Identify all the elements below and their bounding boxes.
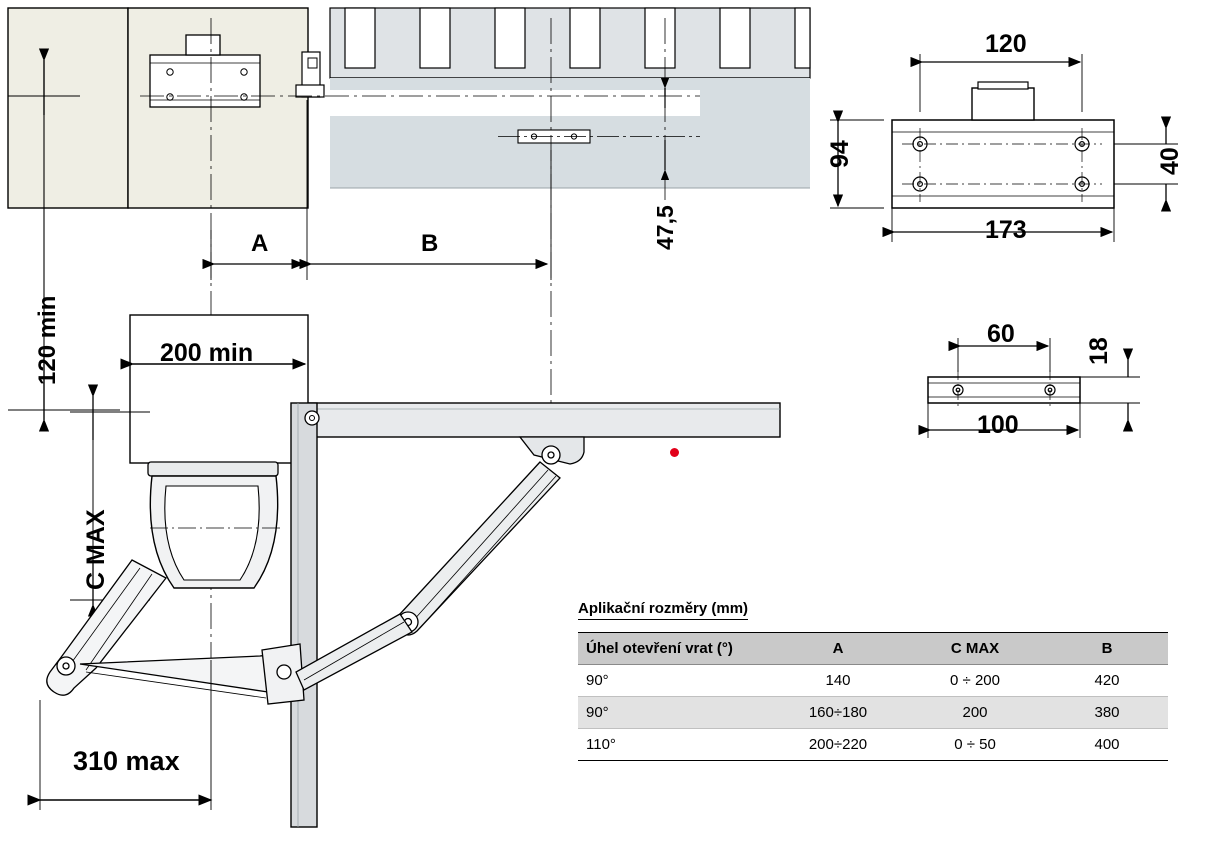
door-pivot-bracket: [305, 411, 319, 425]
motor-envelope-box: [130, 315, 308, 463]
label-c-max: C MAX: [82, 509, 110, 590]
label-b: B: [421, 230, 439, 257]
label-120-min: 120 min: [34, 295, 61, 385]
cell-a: 200÷220: [772, 729, 904, 761]
label-200-min: 200 min: [160, 339, 254, 367]
plate-detail-100x18: [890, 320, 1210, 460]
label-120: 120: [985, 30, 1027, 58]
table-header-row: [578, 633, 1168, 665]
column-header-cmax: C MAX: [904, 633, 1046, 665]
label-310-max: 310 max: [73, 746, 180, 776]
door-jamb: [291, 403, 317, 827]
red-marker-dot: [670, 448, 679, 457]
table-row: [578, 729, 1168, 761]
label-100: 100: [977, 411, 1019, 439]
cell-angle: 90°: [578, 665, 772, 697]
table-title: Aplikační rozměry (mm): [578, 600, 748, 620]
door-panel: [308, 403, 780, 437]
application-dimensions-table: [578, 632, 1168, 761]
application-dimensions-section: [578, 600, 1178, 761]
cell-b: 420: [1046, 665, 1168, 697]
cell-a: 140: [772, 665, 904, 697]
column-header-angle: Úhel otevření vrat (°): [578, 633, 772, 665]
label-60: 60: [987, 320, 1015, 348]
label-47-5: 47,5: [652, 205, 678, 250]
cell-b: 380: [1046, 697, 1168, 729]
wall-section: [8, 8, 308, 208]
cell-b: 400: [1046, 729, 1168, 761]
label-a: A: [251, 230, 269, 257]
cell-angle: 90°: [578, 697, 772, 729]
table-row: [578, 697, 1168, 729]
label-40: 40: [1156, 147, 1184, 175]
ceiling-ribs: [330, 8, 810, 188]
cell-angle: 110°: [578, 729, 772, 761]
cell-cmax: 0 ÷ 50: [904, 729, 1046, 761]
label-18: 18: [1085, 337, 1113, 365]
arm-closed-position: [296, 437, 584, 690]
cell-a: 160÷180: [772, 697, 904, 729]
column-header-a: A: [772, 633, 904, 665]
cell-cmax: 0 ÷ 200: [904, 665, 1046, 697]
motor-body: [148, 462, 280, 588]
label-94: 94: [826, 140, 854, 168]
label-173: 173: [985, 216, 1027, 244]
column-header-b: B: [1046, 633, 1168, 665]
cell-cmax: 200: [904, 697, 1046, 729]
table-row: [578, 665, 1168, 697]
